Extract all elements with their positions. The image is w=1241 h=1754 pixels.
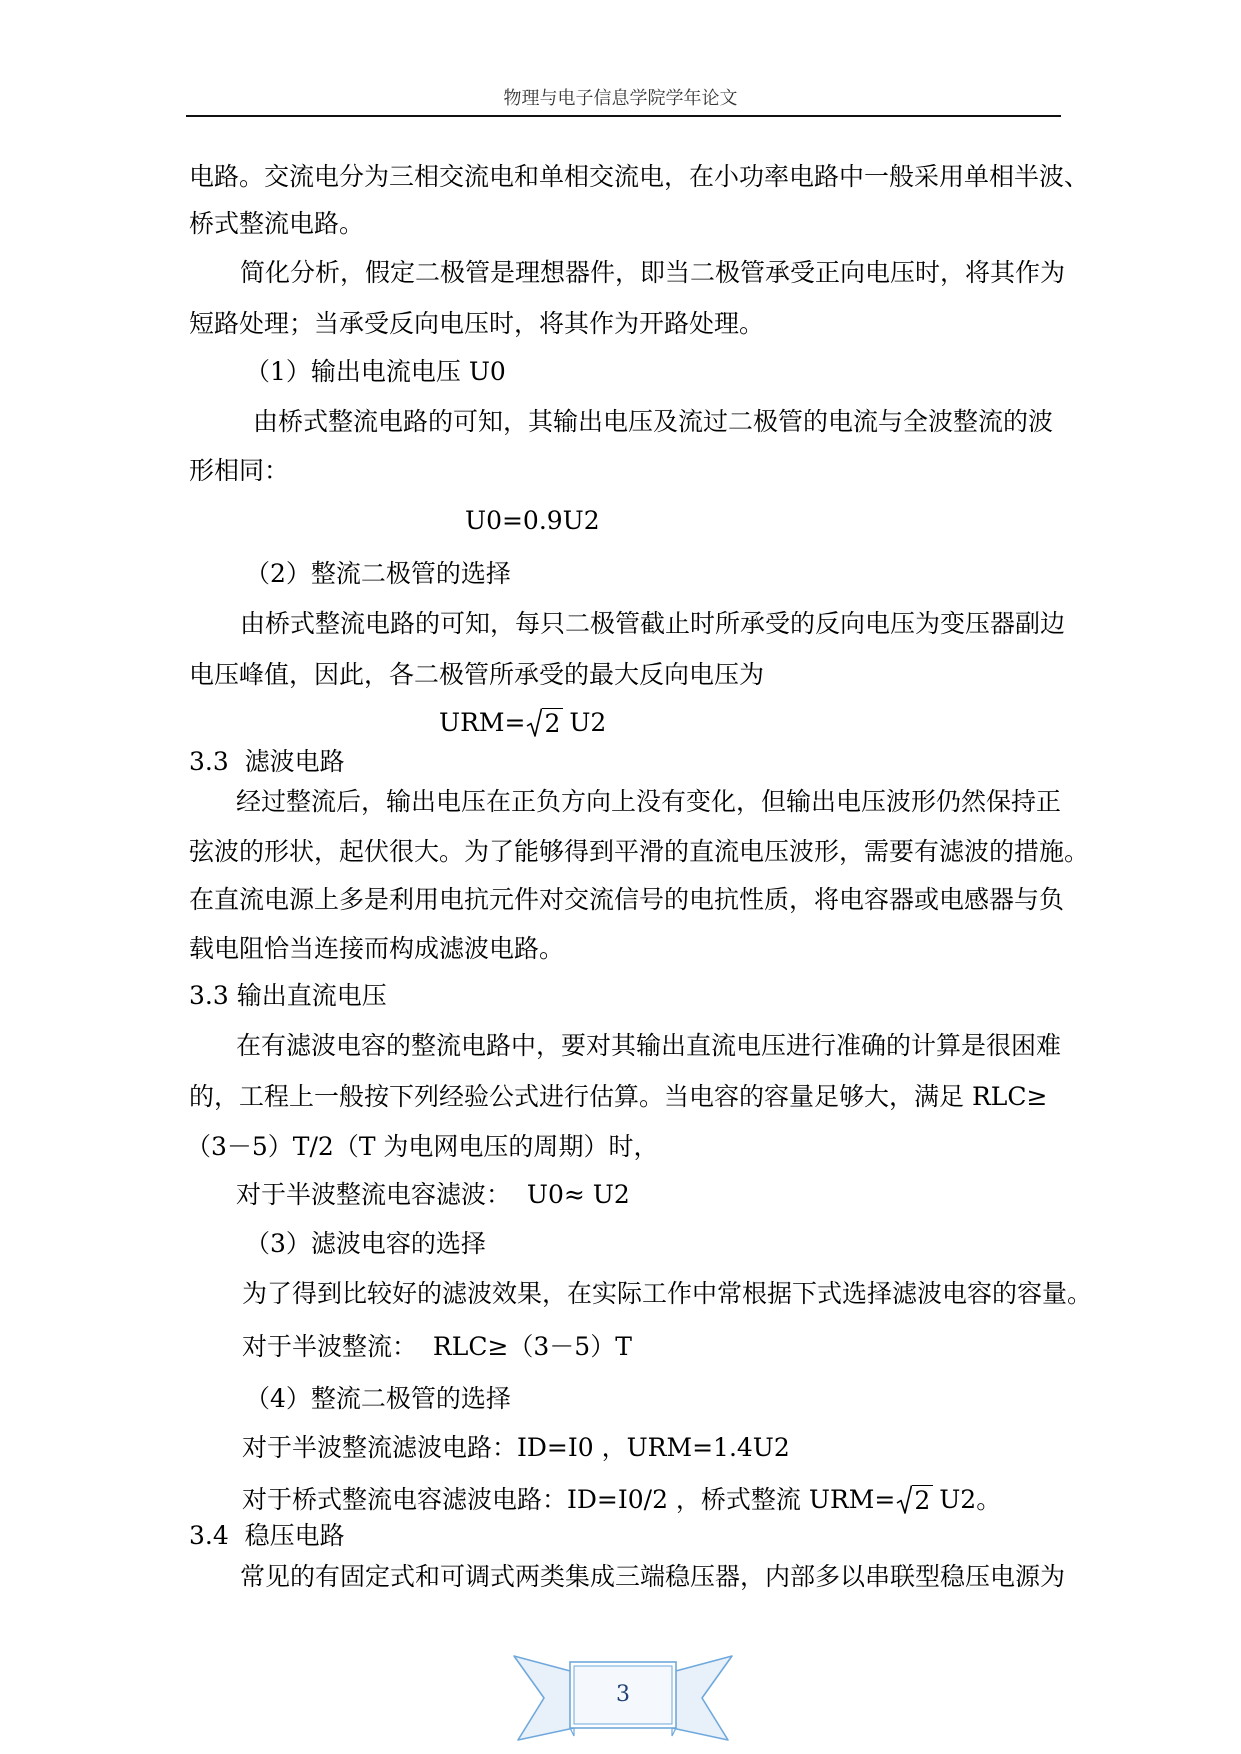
paragraph-line: 由桥式整流电路的可知，其输出电压及流过二极管的电流与全波整流的波 [253,407,1054,436]
formula: 对于半波整流滤波电路：ID=I0 ，URM=1.4U2 [242,1433,790,1462]
paragraph-line: 桥式整流电路。 [189,209,365,238]
subsection-heading: （2）整流二极管的选择 [245,559,511,588]
running-header: 物理与电子信息学院学年论文 [503,88,738,109]
subsection-heading: （1）输出电流电压 U0 [245,357,506,386]
subsection-heading: （4）整流二极管的选择 [245,1384,511,1413]
header-rule [186,115,1061,117]
radical-sign-icon [896,1484,912,1516]
paragraph-line: 形相同： [189,456,290,485]
formula: U0=0.9U2 [465,506,600,535]
radical-sign-icon [526,707,542,739]
section-heading: 3.3 滤波电路 [189,747,345,776]
radicand: 2 [542,708,563,738]
paragraph-line: 载电阻恰当连接而构成滤波电路。 [189,934,565,963]
formula-lhs: URM= [439,708,526,737]
paragraph-line: 常见的有固定式和可调式两类集成三端稳压器，内部多以串联型稳压电源为 [240,1562,1066,1591]
paragraph-line: 为了得到比较好的滤波效果，在实际工作中常根据下式选择滤波电容的容量。 [242,1279,1093,1308]
section-heading: 3.4 稳压电路 [189,1521,345,1550]
subsection-heading: （3）滤波电容的选择 [245,1229,486,1258]
paragraph-line: 在有滤波电容的整流电路中，要对其输出直流电压进行准确的计算是很困难 [236,1031,1062,1060]
section-heading: 3.3 输出直流电压 [189,981,387,1010]
formula-lhs: 对于桥式整流电容滤波电路：ID=I0/2 ，桥式整流 URM= [242,1485,896,1514]
paragraph-line: 简化分析，假定二极管是理想器件，即当二极管承受正向电压时，将其作为 [240,258,1066,287]
square-root [526,707,563,739]
paragraph-line: （3－5）T/2（T 为电网电压的周期）时， [186,1132,659,1161]
square-root [896,1484,933,1516]
paragraph-line: 在直流电源上多是利用电抗元件对交流信号的电抗性质，将电容器或电感器与负 [189,885,1065,914]
paragraph-line: 弦波的形状，起伏很大。为了能够得到平滑的直流电压波形，需要有滤波的措施。 [189,837,1090,866]
formula: 对于半波整流： RLC≥（3－5）T [242,1332,632,1361]
paragraph-line: 电压峰值，因此，各二极管所承受的最大反向电压为 [189,660,765,689]
paragraph-line: 短路处理；当承受反向电压时，将其作为开路处理。 [189,309,765,338]
formula: 对于半波整流电容滤波： U0≈ U2 [236,1180,630,1209]
formula [242,1484,1217,1516]
paragraph-line: 的，工程上一般按下列经验公式进行估算。当电容的容量足够大，满足 RLC≥ [189,1082,1048,1111]
paragraph-line: 电路。交流电分为三相交流电和单相交流电，在小功率电路中一般采用单相半波、 [189,162,1090,191]
formula-rhs: U2 [569,708,607,737]
paragraph-line: 由桥式整流电路的可知，每只二极管截止时所承受的反向电压为变压器副边 [240,609,1066,638]
formula-rhs: U2。 [939,1485,1002,1514]
paragraph-line: 经过整流后，输出电压在正负方向上没有变化，但输出电压波形仍然保持正 [236,787,1062,816]
formula [439,707,1217,739]
radicand: 2 [912,1485,933,1515]
page-number: 3 [616,1682,630,1707]
